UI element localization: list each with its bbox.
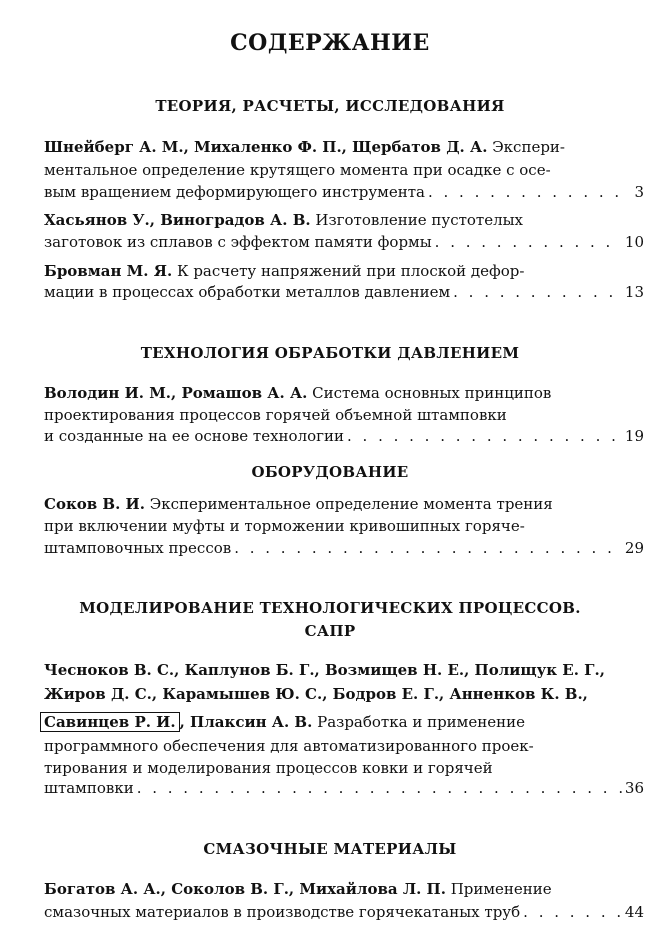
section-heading-lubricants: СМАЗОЧНЫЕ МАТЕРИАЛЫ <box>203 840 457 858</box>
entry-authors: Бровман М. Я. <box>44 262 173 280</box>
toc-entry-1-line-2: ментальное определение крутящего момента при осадке с осе- <box>44 161 551 179</box>
entry-title-part: Экспериментальное определение момента трения <box>144 495 553 513</box>
entry-authors: Жиров Д. С., Карамышев Ю. С., Бодров Е. Г., Анненков К. В., <box>44 685 588 703</box>
toc-entry-6-line-3 <box>44 712 525 732</box>
leader-dots <box>523 902 622 922</box>
toc-entry-6-line-6[interactable] <box>44 778 644 798</box>
toc-entry-1-line-3[interactable] <box>44 182 644 202</box>
entry-title-part: штамповки <box>44 779 134 797</box>
entry-title-part: мации в процессах обработки металлов давлением <box>44 283 451 301</box>
page-number: 3 <box>634 183 644 201</box>
toc-entry-6-line-5: тирования и моделирования процессов ковки и горячей <box>44 759 493 777</box>
entry-authors: Шнейберг А. М., Михаленко Ф. П., Щербатов Д. А. <box>44 138 488 156</box>
page-number: 19 <box>624 427 644 445</box>
entry-title-part: Экспери- <box>487 138 566 156</box>
entry-title-part: К расчету напряжений при плоской дефор- <box>172 262 525 280</box>
leader-dots <box>137 778 622 798</box>
section-heading-equipment: ОБОРУДОВАНИЕ <box>251 463 409 481</box>
leader-dots <box>453 282 622 302</box>
entry-title-part: вым вращением деформирующего инструмента <box>44 183 425 201</box>
toc-entry-6-authors-line-2 <box>44 684 588 704</box>
section-heading-modeling-cad: САПР <box>304 622 356 640</box>
toc-entry-1-line-1 <box>44 137 565 157</box>
leader-dots <box>435 232 622 252</box>
entry-title-part: Система основных принципов <box>307 384 552 402</box>
toc-entry-2-line-1 <box>44 210 523 230</box>
toc-entry-3-line-2[interactable] <box>44 282 644 302</box>
entry-authors: Чесноков В. С., Каплунов Б. Г., Возмищев Н. Е., Полищук Е. Г., <box>44 661 605 679</box>
entry-authors: Соков В. И. <box>44 495 145 513</box>
section-heading-modeling: МОДЕЛИРОВАНИЕ ТЕХНОЛОГИЧЕСКИХ ПРОЦЕССОВ. <box>79 599 581 617</box>
toc-entry-7-line-1 <box>44 879 552 899</box>
entry-title-part: смазочных материалов в производстве горячекатаных труб <box>44 903 521 921</box>
section-heading-technology: ТЕХНОЛОГИЯ ОБРАБОТКИ ДАВЛЕНИЕМ <box>140 344 520 362</box>
page-number: 36 <box>624 779 644 797</box>
page-number: 13 <box>624 283 644 301</box>
entry-title-part: Применение <box>445 880 552 898</box>
toc-entry-5-line-2: при включении муфты и торможении кривошипных горяче- <box>44 517 525 535</box>
entry-title-part: Разработка и применение <box>312 713 525 731</box>
entry-title-part: штамповочных прессов <box>44 539 232 557</box>
leader-dots <box>347 426 622 446</box>
highlighted-author: Савинцев Р. И. <box>40 712 180 732</box>
entry-title-part: и созданные на ее основе технологии <box>44 427 344 445</box>
leader-dots <box>428 182 631 202</box>
page-title: СОДЕРЖАНИЕ <box>230 30 430 56</box>
toc-entry-5-line-3[interactable] <box>44 538 644 558</box>
toc-entry-6-authors-line-1 <box>44 660 605 680</box>
entry-authors: , Плаксин А. В. <box>179 713 313 731</box>
toc-entry-4-line-1 <box>44 383 551 403</box>
entry-title-part: заготовок из сплавов с эффектом памяти формы <box>44 233 432 251</box>
toc-entry-4-line-2: проектирования процессов горячей объемной штамповки <box>44 406 507 424</box>
entry-authors: Хасьянов У., Виноградов А. В. <box>44 211 311 229</box>
toc-entry-5-line-1 <box>44 494 553 514</box>
page-number: 10 <box>624 233 644 251</box>
toc-entry-2-line-2[interactable] <box>44 232 644 252</box>
section-heading-theory: ТЕОРИЯ, РАСЧЕТЫ, ИССЛЕДОВАНИЯ <box>155 97 505 115</box>
toc-entry-7-line-2[interactable] <box>44 902 644 922</box>
toc-entry-6-line-4: программного обеспечения для автоматизированного проек- <box>44 737 534 755</box>
entry-title-part: Изготовление пустотелых <box>310 211 524 229</box>
page-number: 29 <box>624 539 644 557</box>
page-number: 44 <box>624 903 644 921</box>
toc-entry-4-line-3[interactable] <box>44 426 644 446</box>
entry-authors: Володин И. М., Ромашов А. А. <box>44 384 308 402</box>
leader-dots <box>234 538 622 558</box>
toc-entry-3-line-1 <box>44 261 524 281</box>
entry-authors: Богатов А. А., Соколов В. Г., Михайлова Л. П. <box>44 880 446 898</box>
